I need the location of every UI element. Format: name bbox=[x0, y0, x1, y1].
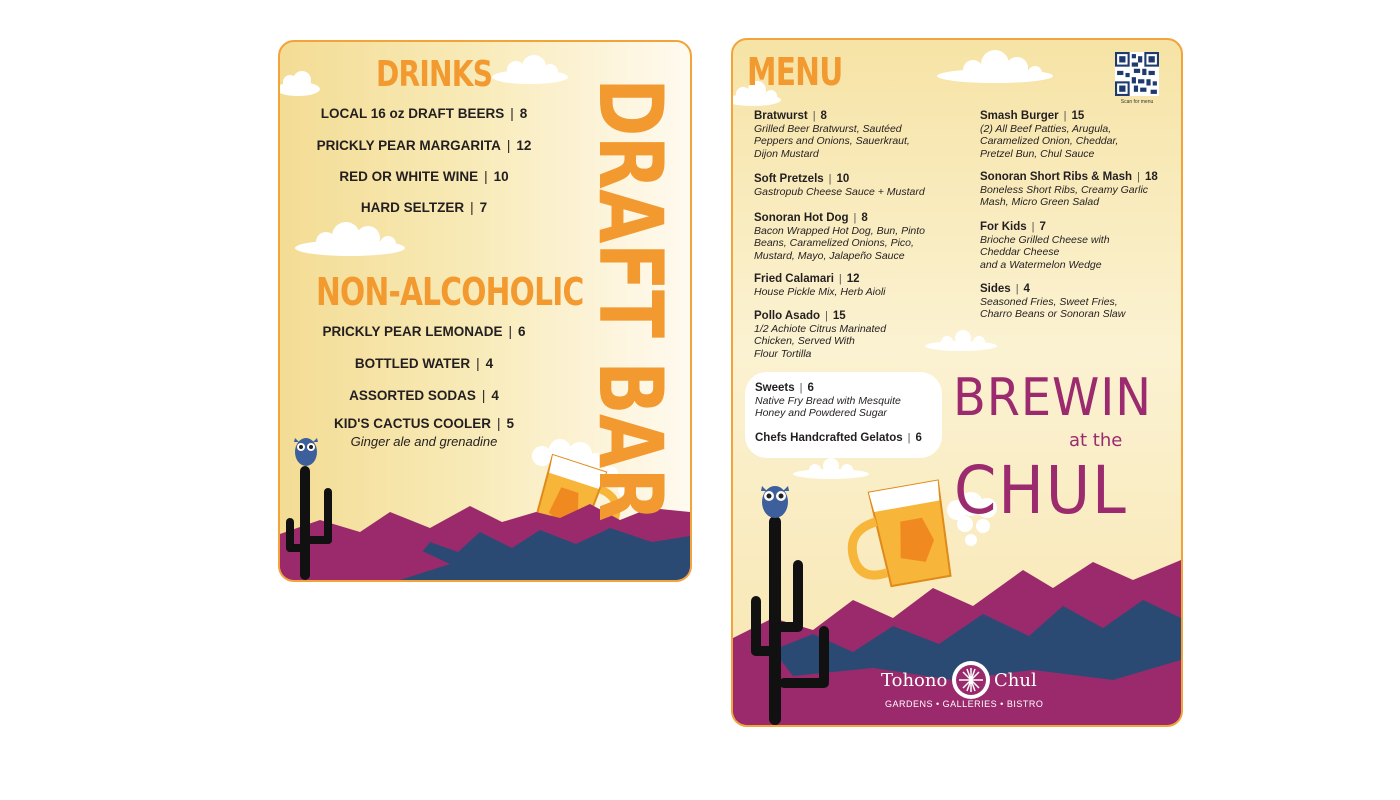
drink-price: 5 bbox=[506, 416, 514, 431]
menu-item-price: 6 bbox=[915, 432, 922, 444]
drink-name: ASSORTED SODAS bbox=[349, 388, 476, 403]
kids-drink-note: Ginger ale and grenadine bbox=[350, 434, 498, 449]
menu-item-price: 7 bbox=[1039, 221, 1046, 233]
menu-item-desc: Bacon Wrapped Hot Dog, Bun, Pinto bbox=[754, 224, 926, 237]
drink-item: LOCAL 16 oz DRAFT BEERS | 8 bbox=[320, 106, 528, 121]
menu-item-name: Smash Burger bbox=[980, 110, 1059, 122]
menu-item-price: 8 bbox=[820, 110, 827, 122]
drink-item: ASSORTED SODAS | 4 bbox=[349, 388, 499, 403]
cloud-icon bbox=[295, 222, 405, 256]
menu-item-desc: Honey and Powdered Sugar bbox=[755, 407, 887, 419]
drink-name: HARD SELTZER bbox=[360, 200, 465, 215]
cloud-icon bbox=[793, 458, 869, 479]
menu-item-name: Sonoran Short Ribs & Mash bbox=[980, 171, 1133, 183]
menu-item-desc: Pretzel Bun, Chul Sauce bbox=[980, 147, 1095, 160]
menu-item-price: 15 bbox=[832, 310, 846, 322]
menu-card bbox=[731, 38, 1183, 727]
menu-item: Fried Calamari | 12 House Pickle Mix, Herb Aioli bbox=[754, 273, 954, 298]
menu-heading: MENU bbox=[747, 50, 843, 94]
brand-title-chul: CHUL bbox=[954, 452, 1128, 529]
menu-item-desc: Seasoned Fries, Sweet Fries, bbox=[980, 295, 1118, 308]
drink-price: 8 bbox=[519, 106, 528, 121]
draft-bar-title: DRAFT BAR bbox=[579, 78, 682, 521]
menu-item-desc: Gastropub Cheese Sauce + Mustard bbox=[754, 185, 925, 198]
drink-name: PRICKLY PEAR LEMONADE bbox=[322, 324, 503, 339]
menu-item-name: Pollo Asado bbox=[754, 310, 821, 322]
menu-item-name: Sides bbox=[980, 283, 1011, 295]
menu-item-desc: Mash, Micro Green Salad bbox=[980, 196, 1100, 208]
menu-item: Pollo Asado | 15 1/2 Achiote Citrus Marinated Chicken, Served With Flour Tortilla bbox=[754, 310, 954, 360]
qr-caption: Scan for menu bbox=[1120, 99, 1154, 105]
drinks-card bbox=[278, 40, 692, 582]
drink-item: RED OR WHITE WINE | 10 bbox=[339, 169, 509, 184]
menu-item-price: 18 bbox=[1144, 171, 1158, 183]
menu-item-name: Sonoran Hot Dog bbox=[754, 212, 849, 224]
menu-item-price: 12 bbox=[846, 273, 860, 285]
drink-name: BOTTLED WATER bbox=[354, 356, 471, 371]
drink-item: PRICKLY PEAR LEMONADE | 6 bbox=[322, 324, 526, 339]
menu-item: Sonoran Hot Dog | 8 Bacon Wrapped Hot Dog, Bun, Pinto Beans, Caramelized Onions, Pico, Mustard, Mayo, Jalapeño Sauce bbox=[754, 212, 954, 262]
drink-price: 4 bbox=[485, 356, 494, 371]
menu-item: Soft Pretzels | 10 Gastropub Cheese Sauce + Mustard bbox=[754, 173, 954, 198]
menu-item: Smash Burger | 15 (2) All Beef Patties, Arugula, Caramelized Onion, Cheddar, Pretzel Bun, Chul Sauce bbox=[980, 110, 1176, 160]
sun-flower-logo-icon bbox=[952, 661, 990, 699]
menu-item-desc: Caramelized Onion, Cheddar, bbox=[980, 135, 1119, 147]
cloud-icon bbox=[937, 50, 1053, 83]
menu-item-desc: Dijon Mustard bbox=[754, 147, 819, 160]
menu-item-desc: Beans, Caramelized Onions, Pico, bbox=[754, 237, 914, 249]
menu-item-price: 4 bbox=[1023, 283, 1030, 295]
drink-item: KID'S CACTUS COOLER | 5 bbox=[334, 416, 514, 431]
menu-item-desc: Chicken, Served With bbox=[754, 335, 855, 347]
menu-item: Sonoran Short Ribs & Mash | 18 Boneless Short Ribs, Creamy Garlic Mash, Micro Green Salad bbox=[980, 171, 1176, 209]
menu-item-desc: Boneless Short Ribs, Creamy Garlic bbox=[980, 183, 1149, 196]
menu-item: Bratwurst | 8 Grilled Beer Bratwurst, Sautéed Peppers and Onions, Sauerkraut, Dijon Mustard bbox=[754, 110, 954, 160]
brand-title-brewin: BREWIN bbox=[953, 368, 1153, 428]
menu-item-price: 6 bbox=[807, 382, 814, 394]
drink-name: KID'S CACTUS COOLER bbox=[334, 416, 491, 431]
cloud-icon bbox=[280, 71, 320, 96]
logo-word-right: Chul bbox=[994, 670, 1037, 691]
menu-item-name: Chefs Handcrafted Gelatos bbox=[755, 432, 903, 444]
drinks-heading: DRINKS bbox=[376, 54, 493, 95]
drink-price: 10 bbox=[493, 169, 509, 184]
drink-price: 6 bbox=[518, 324, 526, 339]
menu-item-name: Soft Pretzels bbox=[754, 173, 824, 185]
logo-word-left: Tohono bbox=[881, 670, 948, 691]
drink-name: LOCAL 16 oz DRAFT BEERS bbox=[320, 106, 505, 121]
drink-name: PRICKLY PEAR MARGARITA bbox=[316, 138, 501, 153]
drink-item: BOTTLED WATER | 4 bbox=[354, 356, 494, 371]
brand-title-at-the: at the bbox=[1069, 430, 1123, 451]
menu-item-price: 15 bbox=[1071, 110, 1085, 122]
menu-item-desc: House Pickle Mix, Herb Aioli bbox=[754, 285, 886, 298]
menu-item-name: Bratwurst bbox=[754, 110, 808, 122]
menu-item-desc: 1/2 Achiote Citrus Marinated bbox=[754, 322, 887, 335]
drink-price: 4 bbox=[491, 388, 499, 403]
menu-item-name: For Kids bbox=[980, 221, 1027, 233]
logo-tagline: GARDENS • GALLERIES • BISTRO bbox=[885, 699, 1044, 709]
menu-item: Sweets | 6 Native Fry Bread with Mesquite Honey and Powdered Sugar bbox=[755, 382, 940, 420]
non-alcoholic-heading: NON-ALCOHOLIC bbox=[316, 270, 584, 314]
drink-price: 12 bbox=[516, 138, 532, 153]
menu-item-desc: Native Fry Bread with Mesquite bbox=[755, 394, 901, 407]
menu-item-desc: (2) All Beef Patties, Arugula, bbox=[980, 122, 1112, 135]
menu-item-desc: Mustard, Mayo, Jalapeño Sauce bbox=[754, 249, 905, 262]
drink-item: PRICKLY PEAR MARGARITA | 12 bbox=[316, 138, 532, 153]
menu-item: Chefs Handcrafted Gelatos | 6 bbox=[755, 432, 922, 444]
menu-item-desc: Flour Tortilla bbox=[754, 347, 812, 360]
beer-mug-icon bbox=[843, 481, 955, 592]
menu-item-price: 10 bbox=[836, 173, 850, 185]
cloud-icon bbox=[492, 55, 568, 84]
menu-item-name: Fried Calamari bbox=[754, 273, 834, 285]
menu-item-price: 8 bbox=[861, 212, 868, 224]
drink-name: RED OR WHITE WINE bbox=[339, 169, 479, 184]
menu-item-name: Sweets bbox=[755, 382, 795, 394]
menu-item-desc: Peppers and Onions, Sauerkraut, bbox=[754, 135, 910, 147]
drink-price: 7 bbox=[479, 200, 488, 215]
menu-item-desc: Brioche Grilled Cheese with bbox=[980, 233, 1110, 246]
owl-icon bbox=[761, 486, 789, 518]
menu-item: Sides | 4 Seasoned Fries, Sweet Fries, Charro Beans or Sonoran Slaw bbox=[980, 283, 1176, 321]
menu-item-desc: Charro Beans or Sonoran Slaw bbox=[980, 308, 1126, 320]
menu-item: For Kids | 7 Brioche Grilled Cheese with Cheddar Cheese and a Watermelon Wedge bbox=[980, 221, 1176, 271]
drink-item: HARD SELTZER | 7 bbox=[360, 200, 488, 215]
menu-item-desc: and a Watermelon Wedge bbox=[980, 258, 1102, 271]
menu-item-desc: Cheddar Cheese bbox=[980, 246, 1060, 258]
menu-item-desc: Grilled Beer Bratwurst, Sautéed bbox=[754, 122, 902, 135]
qr-code-icon[interactable] bbox=[1115, 52, 1159, 96]
